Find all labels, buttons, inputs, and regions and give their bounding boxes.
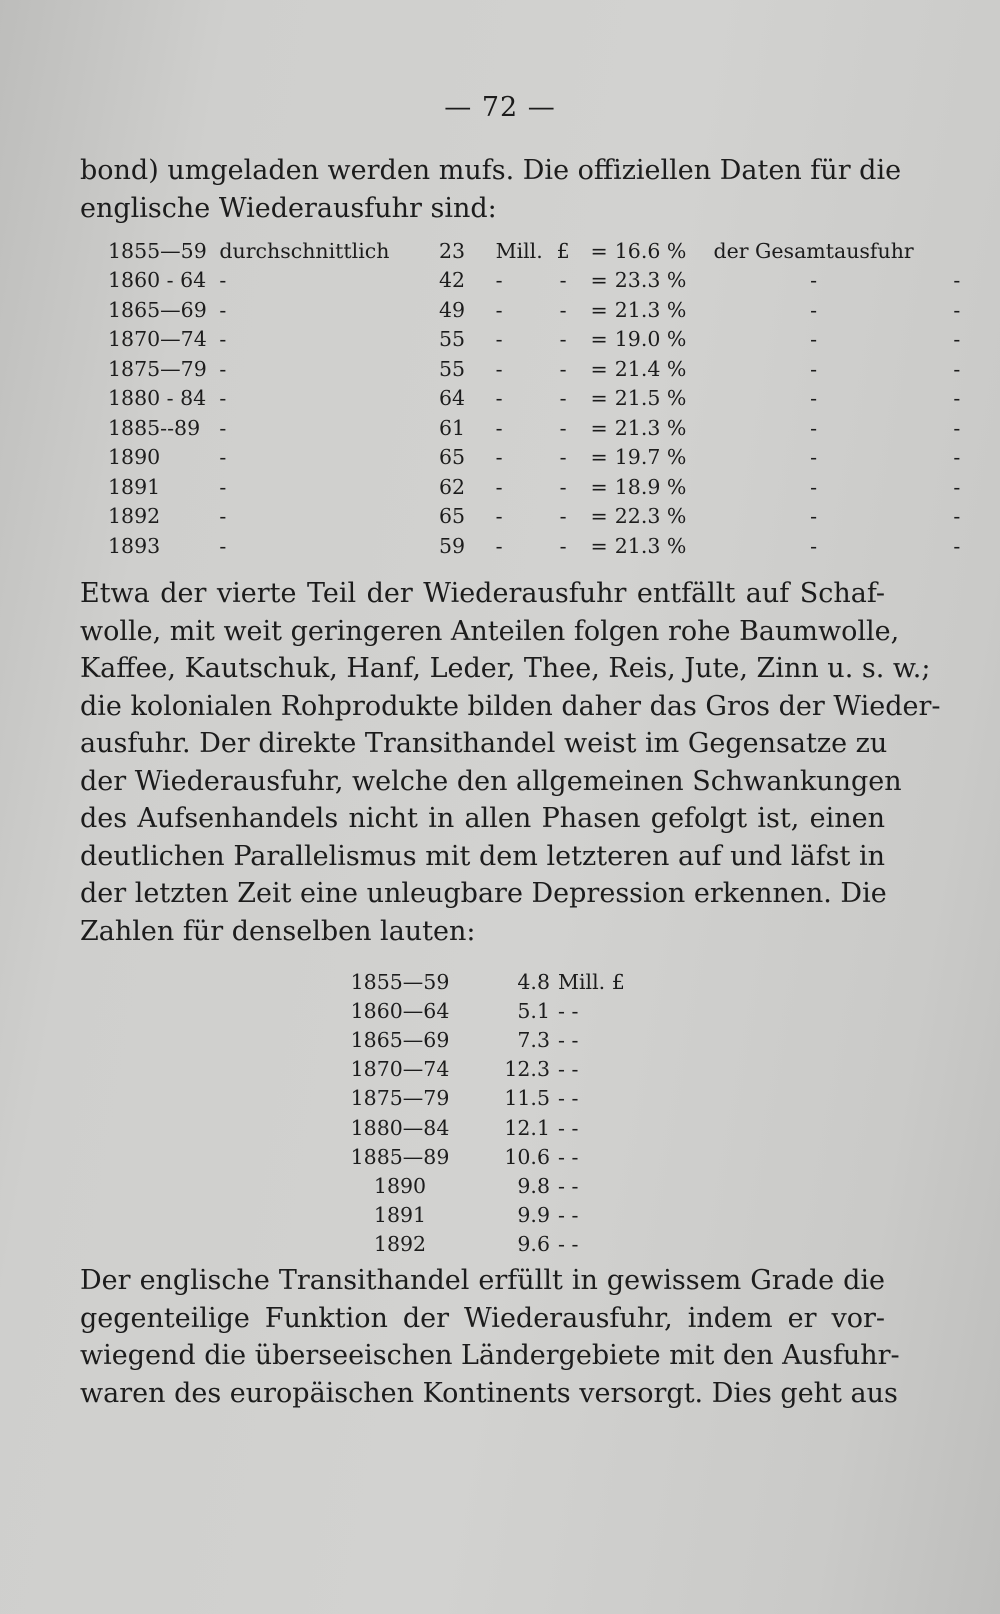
period-cell: 1891 bbox=[108, 474, 161, 499]
period-cell: 1860—64 bbox=[350, 998, 450, 1023]
page-number: — 72 — bbox=[444, 92, 556, 123]
text-line: Kaffee, Kautschuk, Hanf, Leder, Thee, Reis, Jute, Zinn u. s. w.; bbox=[80, 653, 931, 684]
value-cell: 11.5 bbox=[504, 1086, 550, 1111]
reexport-table bbox=[108, 236, 1000, 561]
percent-cell: 21.5 % bbox=[614, 386, 687, 411]
equals-cell: = bbox=[590, 268, 608, 293]
value-cell: 9.6 bbox=[517, 1232, 550, 1257]
paragraph-transit bbox=[80, 1262, 900, 1412]
note-cell: - bbox=[953, 533, 961, 558]
period-cell: 1892 bbox=[108, 504, 161, 529]
table-row bbox=[108, 266, 1000, 296]
unit-cell: - - bbox=[558, 1144, 579, 1169]
table-row bbox=[330, 1113, 668, 1142]
unit-cell: - - bbox=[558, 1115, 579, 1140]
unit-cell: - bbox=[495, 474, 503, 499]
text-line: der letzten Zeit eine unleugbare Depression erkennen. Die bbox=[80, 878, 887, 909]
value-cell: 9.8 bbox=[517, 1173, 550, 1198]
percent-cell: 19.7 % bbox=[614, 445, 687, 470]
value-cell: 64 bbox=[438, 386, 466, 411]
equals-cell: = bbox=[590, 474, 608, 499]
table-row bbox=[330, 1025, 668, 1054]
percent-cell: 16.6 % bbox=[614, 238, 687, 263]
period-cell: 1860 - 64 bbox=[108, 268, 207, 293]
currency-cell: - bbox=[559, 356, 567, 381]
label-cell: - bbox=[219, 533, 227, 558]
percent-cell: 21.4 % bbox=[614, 356, 687, 381]
table-row bbox=[108, 443, 1000, 473]
period-cell: 1865—69 bbox=[350, 1027, 450, 1052]
note-cell: - bbox=[953, 474, 961, 499]
equals-cell: = bbox=[590, 415, 608, 440]
unit-cell: Mill. £ bbox=[558, 969, 625, 994]
equals-cell: = bbox=[590, 238, 608, 263]
table-row bbox=[330, 1084, 668, 1113]
equals-cell: = bbox=[590, 386, 608, 411]
equals-cell: = bbox=[590, 297, 608, 322]
table-row bbox=[330, 1230, 668, 1259]
table-row bbox=[330, 1171, 668, 1200]
note-cell: - bbox=[810, 445, 818, 470]
table-row bbox=[108, 384, 1000, 414]
note-cell: - bbox=[953, 297, 961, 322]
period-cell: 1870—74 bbox=[350, 1057, 450, 1082]
percent-cell: 21.3 % bbox=[614, 297, 687, 322]
unit-cell: - bbox=[495, 386, 503, 411]
value-cell: 65 bbox=[438, 504, 466, 529]
label-cell: - bbox=[219, 297, 227, 322]
period-cell: 1865—69 bbox=[108, 297, 207, 322]
note-cell: - bbox=[810, 356, 818, 381]
currency-cell: - bbox=[559, 386, 567, 411]
period-cell: 1892 bbox=[373, 1232, 427, 1257]
label-cell: - bbox=[219, 474, 227, 499]
text-line: deutlichen Parallelismus mit dem letzteren auf und läfst in bbox=[80, 840, 885, 872]
text-line: die kolonialen Rohprodukte bilden daher das Gros der Wieder- bbox=[80, 690, 941, 722]
table-row bbox=[330, 1201, 668, 1230]
label-cell: - bbox=[219, 445, 227, 470]
currency-cell: - bbox=[559, 297, 567, 322]
table-row bbox=[330, 996, 668, 1025]
text-line: wiegend die überseeischen Ländergebiete mit den Ausfuhr- bbox=[80, 1340, 900, 1371]
text-line: waren des europäischen Kontinents versorgt. Dies geht aus bbox=[80, 1377, 898, 1409]
text-line: englische Wiederausfuhr sind: bbox=[80, 192, 497, 224]
note-cell: - bbox=[953, 327, 961, 352]
note-cell: - bbox=[953, 356, 961, 381]
period-cell: 1855—59 bbox=[108, 238, 207, 263]
percent-cell: 21.3 % bbox=[614, 415, 687, 440]
note-cell: - bbox=[810, 474, 818, 499]
table-row bbox=[108, 236, 1000, 266]
table-row bbox=[108, 472, 1000, 502]
table-row bbox=[330, 1055, 668, 1084]
period-cell: 1893 bbox=[108, 533, 161, 558]
unit-cell: - - bbox=[558, 998, 579, 1023]
table-row bbox=[108, 531, 1000, 561]
currency-cell: £ bbox=[556, 238, 570, 263]
paragraph-reexport bbox=[80, 575, 941, 950]
table-row bbox=[108, 325, 1000, 355]
label-cell: - bbox=[219, 386, 227, 411]
table-row bbox=[108, 413, 1000, 443]
table-row bbox=[108, 354, 1000, 384]
value-cell: 42 bbox=[438, 268, 466, 293]
unit-cell: - bbox=[495, 297, 503, 322]
percent-cell: 18.9 % bbox=[614, 474, 687, 499]
note-cell: - bbox=[810, 327, 818, 352]
equals-cell: = bbox=[590, 356, 608, 381]
unit-cell: - bbox=[495, 533, 503, 558]
percent-cell: 23.3 % bbox=[614, 268, 687, 293]
value-cell: 61 bbox=[438, 415, 466, 440]
note-cell: - bbox=[953, 386, 961, 411]
unit-cell: - bbox=[495, 504, 503, 529]
table-row bbox=[108, 502, 1000, 532]
table-row bbox=[330, 967, 668, 996]
label-cell: - bbox=[219, 504, 227, 529]
percent-cell: 21.3 % bbox=[614, 533, 687, 558]
currency-cell: - bbox=[559, 327, 567, 352]
period-cell: 1880—84 bbox=[350, 1115, 450, 1140]
transit-table bbox=[330, 967, 668, 1259]
value-cell: 62 bbox=[438, 474, 466, 499]
text-line: Der englische Transithandel erfüllt in gewissem Grade die bbox=[80, 1265, 885, 1296]
label-cell: - bbox=[219, 327, 227, 352]
period-cell: 1891 bbox=[373, 1203, 427, 1228]
equals-cell: = bbox=[590, 327, 608, 352]
note-cell: - bbox=[810, 415, 818, 440]
unit-cell: - bbox=[495, 327, 503, 352]
unit-cell: - bbox=[495, 268, 503, 293]
text-line: Zahlen für denselben lauten: bbox=[80, 915, 476, 947]
currency-cell: - bbox=[559, 415, 567, 440]
currency-cell: - bbox=[559, 268, 567, 293]
unit-cell: - bbox=[495, 415, 503, 440]
value-cell: 9.9 bbox=[517, 1203, 550, 1228]
value-cell: 23 bbox=[438, 238, 466, 263]
text-line: bond) umgeladen werden mufs. Die offiziellen Daten für die bbox=[80, 155, 902, 186]
text-line: des Aufsenhandels nicht in allen Phasen gefolgt ist, einen bbox=[80, 803, 885, 834]
period-cell: 1890 bbox=[108, 445, 161, 470]
table-row bbox=[108, 295, 1000, 325]
value-cell: 55 bbox=[438, 356, 466, 381]
unit-cell: - - bbox=[558, 1203, 579, 1228]
value-cell: 10.6 bbox=[504, 1144, 550, 1169]
value-cell: 4.8 bbox=[517, 969, 550, 994]
value-cell: 7.3 bbox=[517, 1027, 550, 1052]
equals-cell: = bbox=[590, 504, 608, 529]
note-cell: - bbox=[953, 445, 961, 470]
unit-cell: - - bbox=[558, 1057, 579, 1082]
note-cell: der Gesamtausfuhr bbox=[713, 238, 914, 263]
label-cell: - bbox=[219, 415, 227, 440]
currency-cell: - bbox=[559, 504, 567, 529]
unit-cell: - - bbox=[558, 1173, 579, 1198]
text-line: wolle, mit weit geringeren Anteilen folgen rohe Baumwolle, bbox=[80, 615, 900, 647]
period-cell: 1885—89 bbox=[350, 1144, 450, 1169]
table-row bbox=[330, 1142, 668, 1171]
unit-cell: - bbox=[495, 356, 503, 381]
text-line: Etwa der vierte Teil der Wiederausfuhr entfällt auf Schaf- bbox=[80, 578, 885, 609]
unit-cell: - - bbox=[558, 1027, 579, 1052]
currency-cell: - bbox=[559, 445, 567, 470]
note-cell: - bbox=[810, 386, 818, 411]
text-line: ausfuhr. Der direkte Transithandel weist im Gegensatze zu bbox=[80, 728, 888, 759]
note-cell: - bbox=[810, 268, 818, 293]
note-cell: - bbox=[953, 504, 961, 529]
unit-cell: - - bbox=[558, 1086, 579, 1111]
unit-cell: Mill. bbox=[495, 238, 543, 263]
text-line: der Wiederausfuhr, welche den allgemeinen Schwankungen bbox=[80, 765, 902, 797]
note-cell: - bbox=[810, 533, 818, 558]
note-cell: - bbox=[953, 268, 961, 293]
period-cell: 1890 bbox=[373, 1173, 427, 1198]
value-cell: 12.3 bbox=[504, 1057, 550, 1082]
period-cell: 1875—79 bbox=[350, 1086, 450, 1111]
percent-cell: 22.3 % bbox=[614, 504, 687, 529]
label-cell: durchschnittlich bbox=[219, 238, 390, 263]
value-cell: 5.1 bbox=[517, 998, 550, 1023]
note-cell: - bbox=[953, 415, 961, 440]
value-cell: 49 bbox=[438, 297, 466, 322]
value-cell: 65 bbox=[438, 445, 466, 470]
currency-cell: - bbox=[559, 533, 567, 558]
label-cell: - bbox=[219, 356, 227, 381]
period-cell: 1885--89 bbox=[108, 415, 201, 440]
percent-cell: 19.0 % bbox=[614, 327, 687, 352]
note-cell: - bbox=[810, 504, 818, 529]
paragraph-intro bbox=[80, 152, 902, 227]
equals-cell: = bbox=[590, 445, 608, 470]
text-line: gegenteilige Funktion der Wiederausfuhr, indem er vor- bbox=[80, 1302, 885, 1334]
period-cell: 1875—79 bbox=[108, 356, 207, 381]
period-cell: 1880 - 84 bbox=[108, 386, 207, 411]
note-cell: - bbox=[810, 297, 818, 322]
period-cell: 1870—74 bbox=[108, 327, 207, 352]
period-cell: 1855—59 bbox=[350, 969, 450, 994]
value-cell: 59 bbox=[438, 533, 466, 558]
unit-cell: - bbox=[495, 445, 503, 470]
equals-cell: = bbox=[590, 533, 608, 558]
label-cell: - bbox=[219, 268, 227, 293]
unit-cell: - - bbox=[558, 1232, 579, 1257]
value-cell: 55 bbox=[438, 327, 466, 352]
currency-cell: - bbox=[559, 474, 567, 499]
value-cell: 12.1 bbox=[504, 1115, 550, 1140]
